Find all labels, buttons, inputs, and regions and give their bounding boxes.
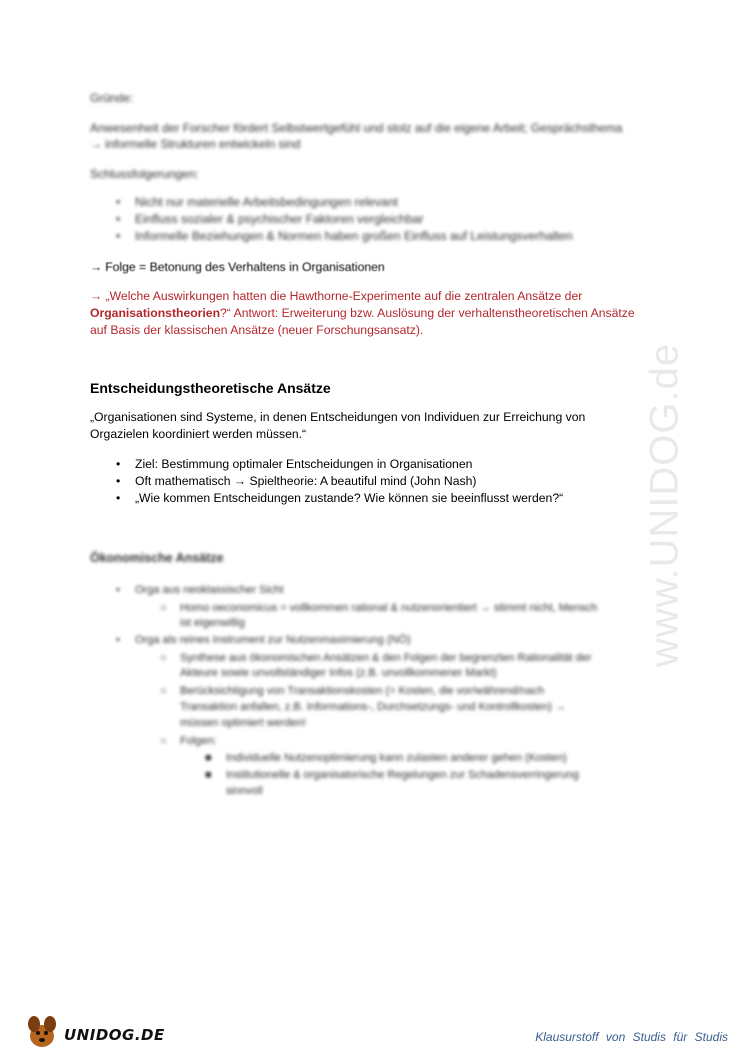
list-item: ■ xyxy=(205,769,212,781)
folge-line xyxy=(90,259,385,275)
list-item-text: Folgen: xyxy=(180,735,217,747)
gruende-text-2: → informelle Strukturen entwickeln sind xyxy=(90,137,301,151)
list-item: ○ xyxy=(160,652,167,664)
question-bold-term: Organisationstheorien xyxy=(90,306,221,320)
list-item: • xyxy=(116,584,120,596)
list-item: • Informelle Beziehungen & Normen haben großen Einfluss auf Leistungsverhalten xyxy=(116,229,573,243)
list-item-text: Orga aus neoklassischer Sicht xyxy=(135,584,284,596)
list-item-text: Akteure sowie unvollständiger Infos (z.B. unvollkommener Markt) xyxy=(180,667,497,679)
list-item: ○ xyxy=(160,685,167,697)
footer-tagline: Klausurstoff von Studis für Studis xyxy=(535,1030,728,1044)
section-heading: Entscheidungstheoretische Ansätze xyxy=(90,380,331,396)
arrow-right-icon: → xyxy=(90,260,103,274)
list-item: • Ziel: Bestimmung optimaler Entscheidungen in Organisationen xyxy=(116,457,473,471)
list-item: ■ xyxy=(205,752,212,764)
schluss-list xyxy=(90,194,573,245)
arrow-right-icon: → xyxy=(90,289,103,303)
logo-text: UNIDOG.DE xyxy=(64,1026,165,1044)
list-item-text: Synthese aus ökonomischen Ansätzen & den Folgen der begrenzten Rationalität der xyxy=(180,652,592,664)
gruende-label: Gründe: xyxy=(90,91,134,105)
watermark-text: www.UNIDOG.de xyxy=(642,342,687,668)
oekonomische-heading: Ökonomische Ansätze xyxy=(90,551,224,565)
list-item: • Oft mathematisch → Spieltheorie: A beautiful mind (John Nash) xyxy=(116,474,477,488)
list-item-text: Orga als reines Instrument zur Nutzenmaximierung (NÖ) xyxy=(135,634,411,646)
list-item: ○ xyxy=(160,602,167,614)
list-item: • „Wie kommen Entscheidungen zustande? Wie können sie beeinflusst werden?“ xyxy=(116,491,564,505)
list-item-text: Homo oeconomicus = vollkommen rational & nutzenorientiert → stimmt nicht, Mensch xyxy=(180,602,598,614)
watermark xyxy=(600,270,730,740)
hawthorne-question: → „Welche Auswirkungen hatten die Hawthorne-Experimente auf die zentralen Ansätze der Organisationstheorien?“ Antwort: Erweiterung bzw. Auslösung der verhaltenstheoretischen Ansätze auf Basis der klassischen Ansätze (neuer Forschungsansatz). xyxy=(90,289,635,337)
section-quote: „Organisationen sind Systeme, in denen Entscheidungen von Individuen zur Erreichung von Orgazielen koordiniert werden müssen.“ xyxy=(90,410,586,441)
folge-text: Folge = Betonung des Verhaltens in Organisationen xyxy=(105,260,385,274)
list-item: • xyxy=(116,634,120,646)
list-item-text: sinnvoll xyxy=(226,785,263,797)
gruende-text: Anwesenheit der Forscher fördert Selbstwertgefühl und stolz auf die eigene Arbeit; Gesprächsthema xyxy=(90,121,623,135)
list-item-text: Institutionelle & organisatorische Regelungen zur Schadensverringerung xyxy=(226,769,579,781)
schluss-label: Schlussfolgerungen: xyxy=(90,167,199,181)
unidog-logo[interactable] xyxy=(22,1012,165,1052)
list-item: • Einfluss sozialer & psychischer Faktoren vergleichbar xyxy=(116,212,424,226)
list-item-text: ist eigenwillig xyxy=(180,617,245,629)
list-item-text: Berücksichtigung von Transaktionskosten (= Kosten, die vor/während/nach xyxy=(180,685,545,697)
list-item: • Nicht nur materielle Arbeitsbedingungen relevant xyxy=(116,195,398,209)
list-item-text: müssen optimiert werden! xyxy=(180,717,306,729)
list-item-text: Transaktion anfallen, z.B. Informations-, Durchsetzungs- und Kontrollkosten) → xyxy=(180,701,566,713)
arrow-right-icon: → xyxy=(90,137,102,151)
dog-icon xyxy=(22,1012,62,1052)
list-item-text: Individuelle Nutzenoptimierung kann zulasten anderer gehen (Kosten) xyxy=(226,752,567,764)
list-item: ○ xyxy=(160,735,167,747)
section-bullets xyxy=(90,456,563,507)
